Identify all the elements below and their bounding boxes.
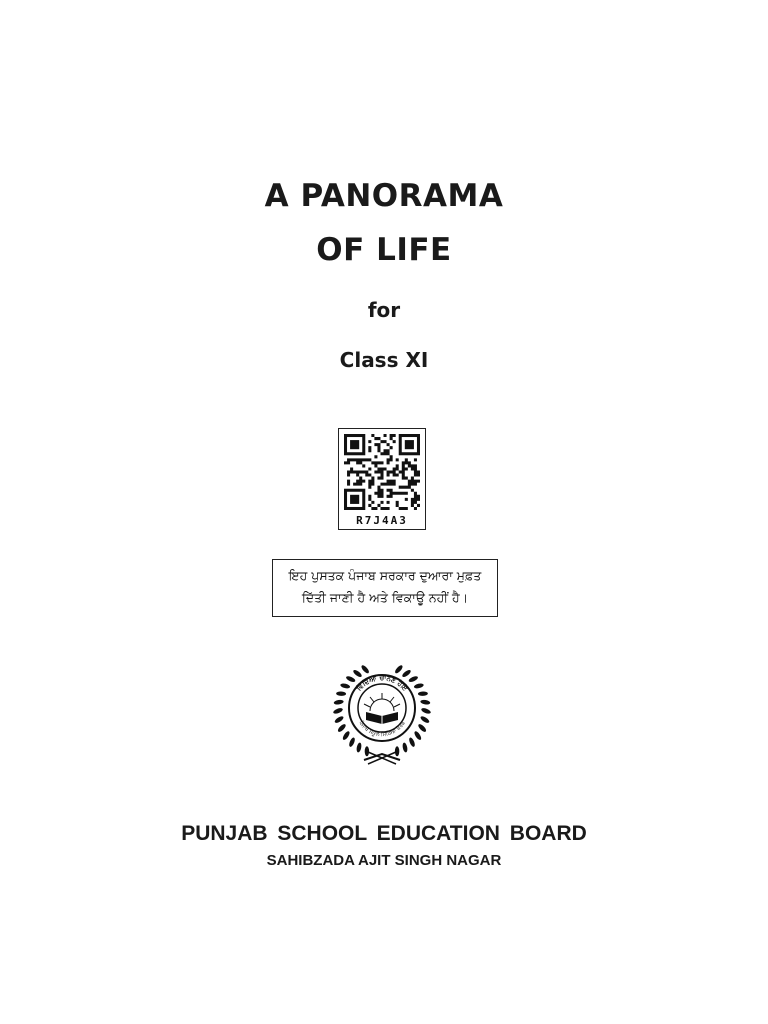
emblem-board-name: ਪੰਜਾਬ ਸਕੂਲ ਸਿੱਖਿਆ ਬੋਰਡ bbox=[357, 720, 407, 739]
wreath-leaf bbox=[408, 737, 416, 748]
title-line-1: A PANORAMA bbox=[264, 178, 504, 214]
publisher-location: SAHIBZADA AJIT SINGH NAGAR bbox=[266, 852, 502, 869]
wreath-leaf bbox=[402, 742, 408, 753]
wreath-leaf bbox=[401, 669, 412, 678]
wreath-leaf bbox=[333, 707, 344, 715]
qr-code-text: R7J4A3 bbox=[356, 514, 408, 527]
board-emblem-icon bbox=[326, 664, 438, 770]
wreath-leaf bbox=[408, 675, 419, 683]
wreath-leaf bbox=[337, 723, 347, 733]
qr-code-box bbox=[338, 428, 426, 530]
notice-line-1: ਇਹ ਪੁਸਤਕ ਪੰਜਾਬ ਸਰਕਾਰ ਦੁਆਰਾ ਮੁਫ਼ਤ bbox=[288, 568, 482, 583]
notice-line-2: ਦਿੱਤੀ ਜਾਣੀ ਹੈ ਅਤੇ ਵਿਕਾਊ ਨਹੀਂ ਹੈ। bbox=[301, 590, 469, 605]
wreath-leaf bbox=[417, 723, 427, 733]
title-line-2: OF LIFE bbox=[316, 232, 452, 268]
qr-code-icon bbox=[344, 434, 420, 510]
wreath-leaf bbox=[420, 699, 431, 705]
wreath-leaf bbox=[340, 683, 351, 690]
wreath-leaf bbox=[333, 699, 344, 705]
emblem-motto: ਵਿੱਦਿਆ ਚਾਨਣ ਹੋਇ bbox=[355, 673, 410, 693]
wreath-leaf bbox=[413, 683, 424, 690]
wreath-leaf bbox=[360, 664, 370, 674]
wreath-leaf bbox=[336, 691, 346, 696]
wreath-leaf bbox=[394, 664, 404, 674]
wreath-leaf bbox=[418, 691, 428, 696]
wreath-leaf bbox=[345, 675, 356, 683]
class-label: Class XI bbox=[339, 348, 429, 372]
wreath-leaf bbox=[356, 742, 362, 753]
wreath-leaf bbox=[352, 669, 363, 678]
free-distribution-notice bbox=[272, 559, 498, 617]
wreath-leaf bbox=[420, 715, 431, 724]
publisher-name: PUNJAB SCHOOL EDUCATION BOARD bbox=[181, 822, 587, 845]
for-label: for bbox=[367, 298, 401, 322]
wreath-leaf bbox=[421, 707, 432, 715]
wreath-leaf bbox=[342, 730, 351, 741]
wreath-leaf bbox=[395, 746, 399, 756]
wreath-leaf bbox=[365, 746, 369, 756]
wreath-leaf bbox=[348, 737, 356, 748]
wreath-leaf bbox=[334, 715, 345, 724]
wreath-leaf bbox=[413, 730, 422, 741]
